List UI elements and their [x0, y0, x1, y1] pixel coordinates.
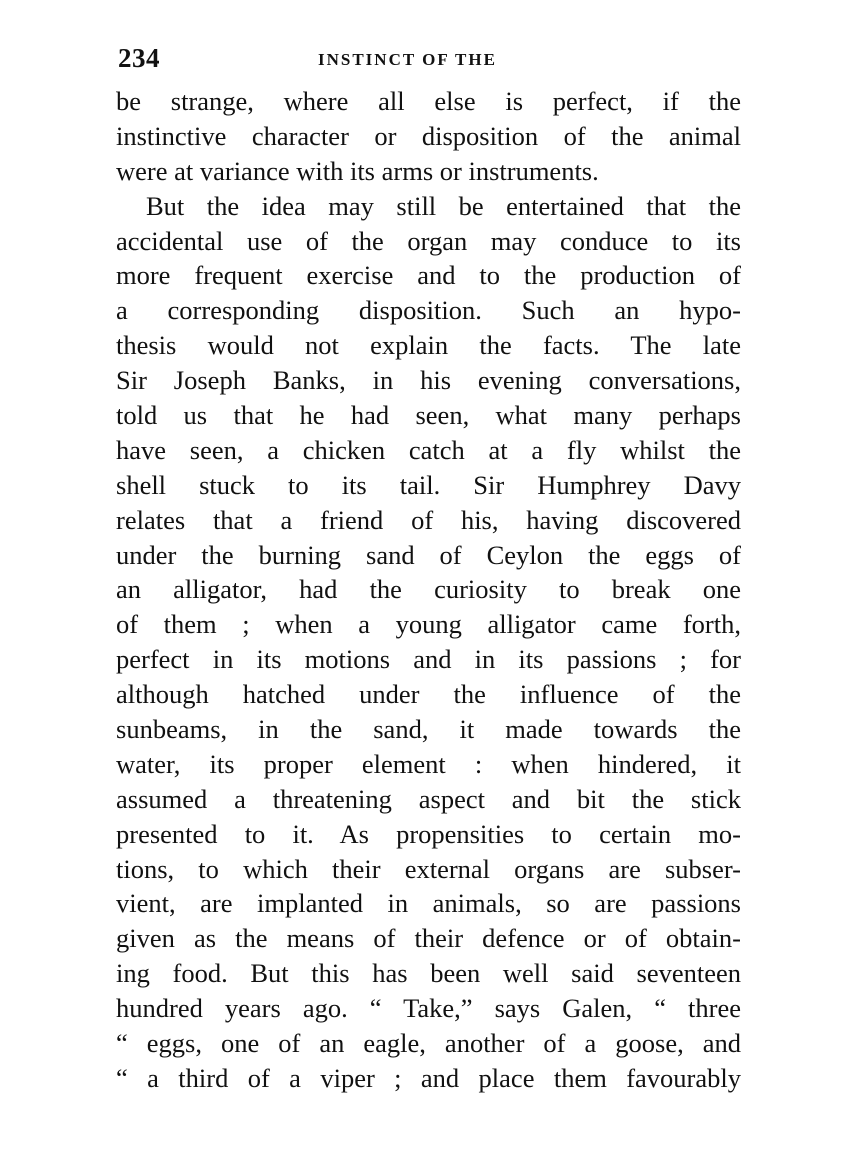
text-line: water, its proper element : when hindered, it [116, 748, 741, 779]
text-line: tions, to which their external organs are subser- [116, 853, 741, 884]
running-head [118, 38, 738, 78]
text-line: Sir Joseph Banks, in his evening conversations, [116, 365, 741, 396]
page-number: 234 [118, 43, 160, 73]
text-line: “ eggs, one of an eagle, another of a goose, and [116, 1028, 741, 1059]
text-line: perfect in its motions and in its passions ; for [116, 644, 741, 675]
text-line: a corresponding disposition. Such an hypo- [116, 295, 741, 326]
text-line: more frequent exercise and to the production of [116, 260, 741, 291]
text-line: under the burning sand of Ceylon the eggs of [116, 539, 741, 570]
text-line: accidental use of the organ may conduce to its [116, 225, 741, 256]
text-line: But the idea may still be entertained that the [146, 190, 741, 221]
text-line: vient, are implanted in animals, so are passions [116, 888, 741, 919]
text-line: an alligator, had the curiosity to break one [116, 574, 741, 605]
text-line: hundred years ago. “ Take,” says Galen, “ three [116, 993, 741, 1024]
text-line: although hatched under the influence of the [116, 679, 741, 710]
text-line: of them ; when a young alligator came forth, [116, 609, 741, 640]
text-line: ing food. But this has been well said seventeen [116, 958, 741, 989]
body-text [116, 84, 741, 1096]
text-line: be strange, where all else is perfect, if the [116, 86, 741, 116]
text-line: told us that he had seen, what many perhaps [116, 400, 741, 431]
text-line: assumed a threatening aspect and bit the stick [116, 783, 741, 814]
text-line: thesis would not explain the facts. The late [116, 330, 741, 361]
text-line: relates that a friend of his, having discovered [116, 504, 741, 535]
text-line: presented to it. As propensities to certain mo- [116, 818, 741, 849]
running-title: INSTINCT OF THE [318, 50, 497, 69]
text-line: instinctive character or disposition of the animal [116, 120, 741, 151]
text-line: sunbeams, in the sand, it made towards the [116, 714, 741, 745]
text-line: have seen, a chicken catch at a fly whilst the [116, 434, 741, 465]
text-line: were at variance with its arms or instruments. [116, 155, 599, 186]
text-line: “ a third of a viper ; and place them favourably [116, 1062, 741, 1093]
text-line: shell stuck to its tail. Sir Humphrey Davy [116, 469, 741, 500]
text-line: given as the means of their defence or of obtain- [116, 923, 741, 954]
